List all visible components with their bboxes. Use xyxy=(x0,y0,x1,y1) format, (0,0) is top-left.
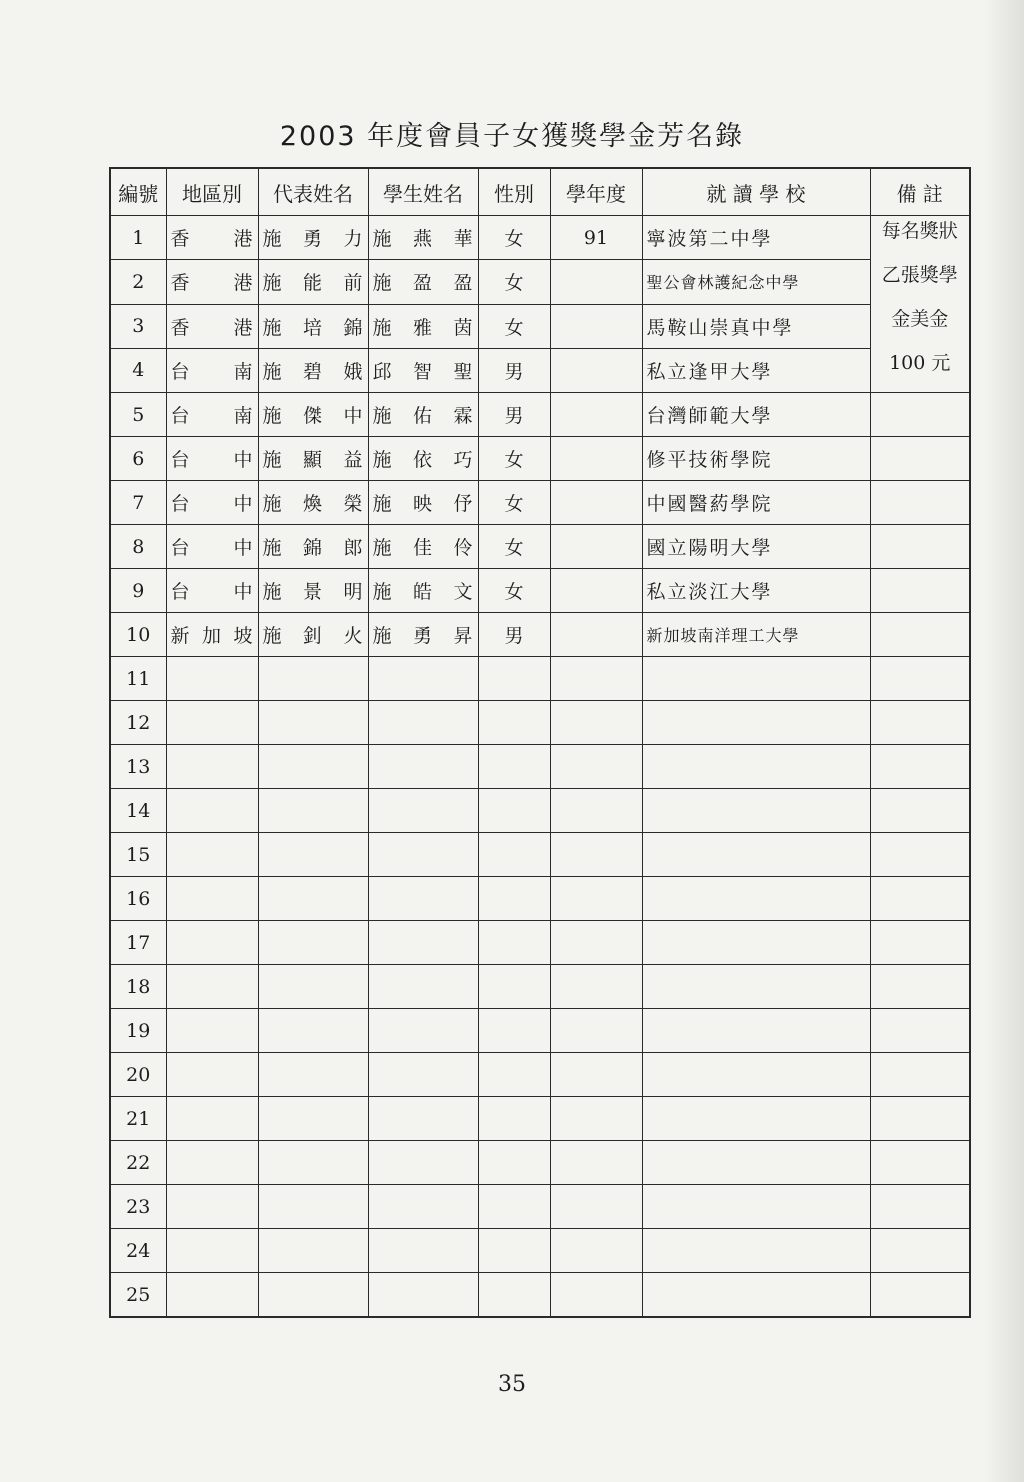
cell-academic-year xyxy=(550,965,642,1009)
cell-region xyxy=(166,701,258,745)
cell-student: 施佳伶 xyxy=(368,525,478,569)
cell-number: 22 xyxy=(110,1141,166,1185)
cell-academic-year xyxy=(550,304,642,348)
cell-academic-year xyxy=(550,525,642,569)
cell-student: 施盈盈 xyxy=(368,260,478,304)
cell-academic-year xyxy=(550,569,642,613)
table-row xyxy=(110,481,970,525)
cell-school: 台灣師範大學 xyxy=(642,393,870,437)
remark-line: 每名獎狀 xyxy=(881,220,958,242)
table-row xyxy=(110,437,970,481)
cell-school: 聖公會林護紀念中學 xyxy=(642,260,870,304)
cell-school xyxy=(642,877,870,921)
cell-gender xyxy=(478,1009,550,1053)
cell-academic-year xyxy=(550,745,642,789)
cell-school xyxy=(642,657,870,701)
cell-school: 寧波第二中學 xyxy=(642,216,870,260)
table-row xyxy=(110,393,970,437)
cell-representative xyxy=(258,1273,368,1318)
cell-school xyxy=(642,965,870,1009)
cell-number: 3 xyxy=(110,304,166,348)
cell-representative xyxy=(258,1053,368,1097)
cell-academic-year xyxy=(550,833,642,877)
cell-region: 香港 xyxy=(166,216,258,260)
cell-gender xyxy=(478,833,550,877)
cell-gender: 女 xyxy=(478,260,550,304)
cell-number: 23 xyxy=(110,1185,166,1229)
cell-representative: 施能前 xyxy=(258,260,368,304)
cell-school: 修平技術學院 xyxy=(642,437,870,481)
remark-line: 金美金 xyxy=(891,308,949,330)
cell-remark xyxy=(870,1053,970,1097)
cell-student xyxy=(368,657,478,701)
cell-gender: 女 xyxy=(478,569,550,613)
cell-academic-year xyxy=(550,1053,642,1097)
cell-number: 7 xyxy=(110,481,166,525)
cell-remark xyxy=(870,965,970,1009)
cell-school: 國立陽明大學 xyxy=(642,525,870,569)
cell-student xyxy=(368,1273,478,1318)
cell-school: 新加坡南洋理工大學 xyxy=(642,613,870,657)
cell-academic-year xyxy=(550,789,642,833)
cell-representative: 施傑中 xyxy=(258,393,368,437)
cell-remark xyxy=(870,1229,970,1273)
cell-remark xyxy=(870,569,970,613)
table-row xyxy=(110,745,970,789)
header-student: 學生姓名 xyxy=(368,168,478,216)
cell-gender: 女 xyxy=(478,481,550,525)
cell-number: 13 xyxy=(110,745,166,789)
table-row xyxy=(110,1273,970,1318)
cell-number: 4 xyxy=(110,348,166,392)
cell-region: 香港 xyxy=(166,304,258,348)
table-row xyxy=(110,569,970,613)
cell-student xyxy=(368,877,478,921)
table-row xyxy=(110,613,970,657)
cell-region: 台南 xyxy=(166,348,258,392)
cell-number: 15 xyxy=(110,833,166,877)
cell-region xyxy=(166,1229,258,1273)
table-row xyxy=(110,304,970,348)
header-number: 編號 xyxy=(110,168,166,216)
table-row xyxy=(110,877,970,921)
cell-student: 施映伃 xyxy=(368,481,478,525)
cell-number: 11 xyxy=(110,657,166,701)
cell-remark xyxy=(870,1273,970,1318)
cell-student xyxy=(368,921,478,965)
cell-remark xyxy=(870,1185,970,1229)
cell-representative xyxy=(258,877,368,921)
cell-region: 台中 xyxy=(166,569,258,613)
cell-number: 17 xyxy=(110,921,166,965)
page-edge-shadow xyxy=(984,0,1024,1482)
cell-academic-year xyxy=(550,1185,642,1229)
cell-representative: 施煥榮 xyxy=(258,481,368,525)
cell-academic-year xyxy=(550,613,642,657)
cell-school xyxy=(642,745,870,789)
cell-student xyxy=(368,833,478,877)
cell-remark xyxy=(870,216,970,393)
cell-academic-year xyxy=(550,1141,642,1185)
table-row xyxy=(110,1229,970,1273)
cell-gender: 女 xyxy=(478,304,550,348)
table-row xyxy=(110,921,970,965)
cell-student: 施佑霖 xyxy=(368,393,478,437)
cell-region xyxy=(166,1009,258,1053)
page-number: 35 xyxy=(498,1372,526,1397)
cell-remark xyxy=(870,789,970,833)
cell-remark xyxy=(870,877,970,921)
cell-remark xyxy=(870,393,970,437)
cell-school xyxy=(642,1185,870,1229)
cell-region: 新加坡 xyxy=(166,613,258,657)
cell-academic-year xyxy=(550,657,642,701)
cell-region: 台中 xyxy=(166,437,258,481)
cell-region: 台南 xyxy=(166,393,258,437)
cell-region xyxy=(166,1097,258,1141)
remark-line: 100 元 xyxy=(889,352,951,374)
cell-student xyxy=(368,1053,478,1097)
cell-school xyxy=(642,1053,870,1097)
cell-remark xyxy=(870,613,970,657)
header-academic-year: 學年度 xyxy=(550,168,642,216)
table-header-row xyxy=(110,168,970,216)
cell-region xyxy=(166,965,258,1009)
cell-school xyxy=(642,701,870,745)
cell-number: 10 xyxy=(110,613,166,657)
header-gender: 性別 xyxy=(478,168,550,216)
cell-gender xyxy=(478,657,550,701)
cell-remark xyxy=(870,833,970,877)
table-row xyxy=(110,260,970,304)
cell-number: 21 xyxy=(110,1097,166,1141)
cell-school xyxy=(642,789,870,833)
cell-region xyxy=(166,657,258,701)
cell-student xyxy=(368,1009,478,1053)
cell-representative: 施勇力 xyxy=(258,216,368,260)
cell-region xyxy=(166,1053,258,1097)
cell-gender: 男 xyxy=(478,393,550,437)
cell-gender xyxy=(478,789,550,833)
cell-representative: 施培錦 xyxy=(258,304,368,348)
cell-student xyxy=(368,1229,478,1273)
cell-number: 24 xyxy=(110,1229,166,1273)
cell-student xyxy=(368,1141,478,1185)
cell-representative xyxy=(258,1185,368,1229)
cell-representative xyxy=(258,1229,368,1273)
cell-representative xyxy=(258,1009,368,1053)
cell-gender xyxy=(478,745,550,789)
cell-gender xyxy=(478,701,550,745)
cell-school xyxy=(642,1097,870,1141)
cell-number: 6 xyxy=(110,437,166,481)
cell-region xyxy=(166,1185,258,1229)
cell-academic-year xyxy=(550,348,642,392)
table-row xyxy=(110,348,970,392)
table-row xyxy=(110,965,970,1009)
cell-representative xyxy=(258,965,368,1009)
cell-gender xyxy=(478,1141,550,1185)
cell-representative: 施顯益 xyxy=(258,437,368,481)
cell-region xyxy=(166,745,258,789)
cell-remark xyxy=(870,701,970,745)
cell-gender xyxy=(478,1229,550,1273)
cell-gender xyxy=(478,1053,550,1097)
cell-gender xyxy=(478,921,550,965)
table-row xyxy=(110,1141,970,1185)
cell-school xyxy=(642,1009,870,1053)
cell-gender: 女 xyxy=(478,525,550,569)
cell-number: 25 xyxy=(110,1273,166,1318)
table-row xyxy=(110,833,970,877)
cell-academic-year xyxy=(550,1229,642,1273)
table-row xyxy=(110,789,970,833)
cell-representative xyxy=(258,789,368,833)
cell-student xyxy=(368,745,478,789)
cell-academic-year xyxy=(550,1273,642,1318)
cell-number: 1 xyxy=(110,216,166,260)
cell-representative: 施釗火 xyxy=(258,613,368,657)
cell-academic-year xyxy=(550,481,642,525)
cell-remark xyxy=(870,745,970,789)
cell-gender: 男 xyxy=(478,348,550,392)
table-row xyxy=(110,1097,970,1141)
cell-remark xyxy=(870,921,970,965)
cell-school: 私立淡江大學 xyxy=(642,569,870,613)
cell-gender: 男 xyxy=(478,613,550,657)
cell-number: 16 xyxy=(110,877,166,921)
cell-student: 施雅茵 xyxy=(368,304,478,348)
cell-representative xyxy=(258,1141,368,1185)
cell-region: 香港 xyxy=(166,260,258,304)
cell-academic-year xyxy=(550,701,642,745)
header-school: 就 讀 學 校 xyxy=(642,168,870,216)
cell-school xyxy=(642,1141,870,1185)
table-row xyxy=(110,701,970,745)
cell-region xyxy=(166,1273,258,1318)
cell-region xyxy=(166,1141,258,1185)
cell-school: 中國醫葯學院 xyxy=(642,481,870,525)
cell-representative: 施景明 xyxy=(258,569,368,613)
cell-representative xyxy=(258,701,368,745)
cell-gender xyxy=(478,877,550,921)
cell-representative: 施錦郎 xyxy=(258,525,368,569)
cell-gender xyxy=(478,1273,550,1318)
cell-region xyxy=(166,877,258,921)
cell-academic-year xyxy=(550,393,642,437)
table-row xyxy=(110,1009,970,1053)
cell-academic-year xyxy=(550,437,642,481)
cell-number: 5 xyxy=(110,393,166,437)
cell-student xyxy=(368,965,478,1009)
cell-student: 施勇昇 xyxy=(368,613,478,657)
cell-number: 18 xyxy=(110,965,166,1009)
table-row xyxy=(110,1185,970,1229)
cell-number: 20 xyxy=(110,1053,166,1097)
cell-number: 9 xyxy=(110,569,166,613)
cell-school: 私立逢甲大學 xyxy=(642,348,870,392)
cell-remark xyxy=(870,1009,970,1053)
table-body xyxy=(110,216,970,1318)
cell-gender xyxy=(478,965,550,1009)
cell-school xyxy=(642,1273,870,1318)
table-row xyxy=(110,1053,970,1097)
page-title: 2003 年度會員子女獲獎學金芳名錄 xyxy=(279,121,745,152)
cell-region: 台中 xyxy=(166,525,258,569)
cell-student xyxy=(368,701,478,745)
cell-gender xyxy=(478,1185,550,1229)
cell-academic-year xyxy=(550,260,642,304)
cell-number: 2 xyxy=(110,260,166,304)
cell-region xyxy=(166,833,258,877)
cell-representative xyxy=(258,833,368,877)
cell-school: 馬鞍山崇真中學 xyxy=(642,304,870,348)
header-representative: 代表姓名 xyxy=(258,168,368,216)
cell-number: 19 xyxy=(110,1009,166,1053)
cell-academic-year xyxy=(550,921,642,965)
remark-line: 乙張獎學 xyxy=(881,264,958,286)
cell-student xyxy=(368,789,478,833)
cell-gender: 女 xyxy=(478,437,550,481)
cell-representative: 施碧娥 xyxy=(258,348,368,392)
cell-remark xyxy=(870,1097,970,1141)
cell-school xyxy=(642,833,870,877)
cell-number: 12 xyxy=(110,701,166,745)
cell-academic-year xyxy=(550,1097,642,1141)
cell-representative xyxy=(258,745,368,789)
cell-gender: 女 xyxy=(478,216,550,260)
scholarship-roster-table xyxy=(109,167,971,1318)
cell-student: 施依巧 xyxy=(368,437,478,481)
cell-student: 施皓文 xyxy=(368,569,478,613)
table-row xyxy=(110,525,970,569)
cell-representative xyxy=(258,657,368,701)
cell-student: 邱智聖 xyxy=(368,348,478,392)
cell-student xyxy=(368,1185,478,1229)
table-row xyxy=(110,657,970,701)
cell-academic-year xyxy=(550,1009,642,1053)
cell-remark xyxy=(870,437,970,481)
cell-region xyxy=(166,921,258,965)
cell-remark xyxy=(870,1141,970,1185)
table-row xyxy=(110,216,970,260)
header-remark: 備 註 xyxy=(870,168,970,216)
cell-region: 台中 xyxy=(166,481,258,525)
cell-student xyxy=(368,1097,478,1141)
cell-remark xyxy=(870,657,970,701)
cell-remark xyxy=(870,525,970,569)
cell-number: 8 xyxy=(110,525,166,569)
cell-academic-year xyxy=(550,877,642,921)
cell-region xyxy=(166,789,258,833)
cell-academic-year: 91 xyxy=(550,216,642,260)
cell-number: 14 xyxy=(110,789,166,833)
cell-representative xyxy=(258,1097,368,1141)
cell-representative xyxy=(258,921,368,965)
cell-remark xyxy=(870,481,970,525)
cell-gender xyxy=(478,1097,550,1141)
cell-school xyxy=(642,921,870,965)
cell-school xyxy=(642,1229,870,1273)
header-region: 地區別 xyxy=(166,168,258,216)
cell-student: 施燕華 xyxy=(368,216,478,260)
